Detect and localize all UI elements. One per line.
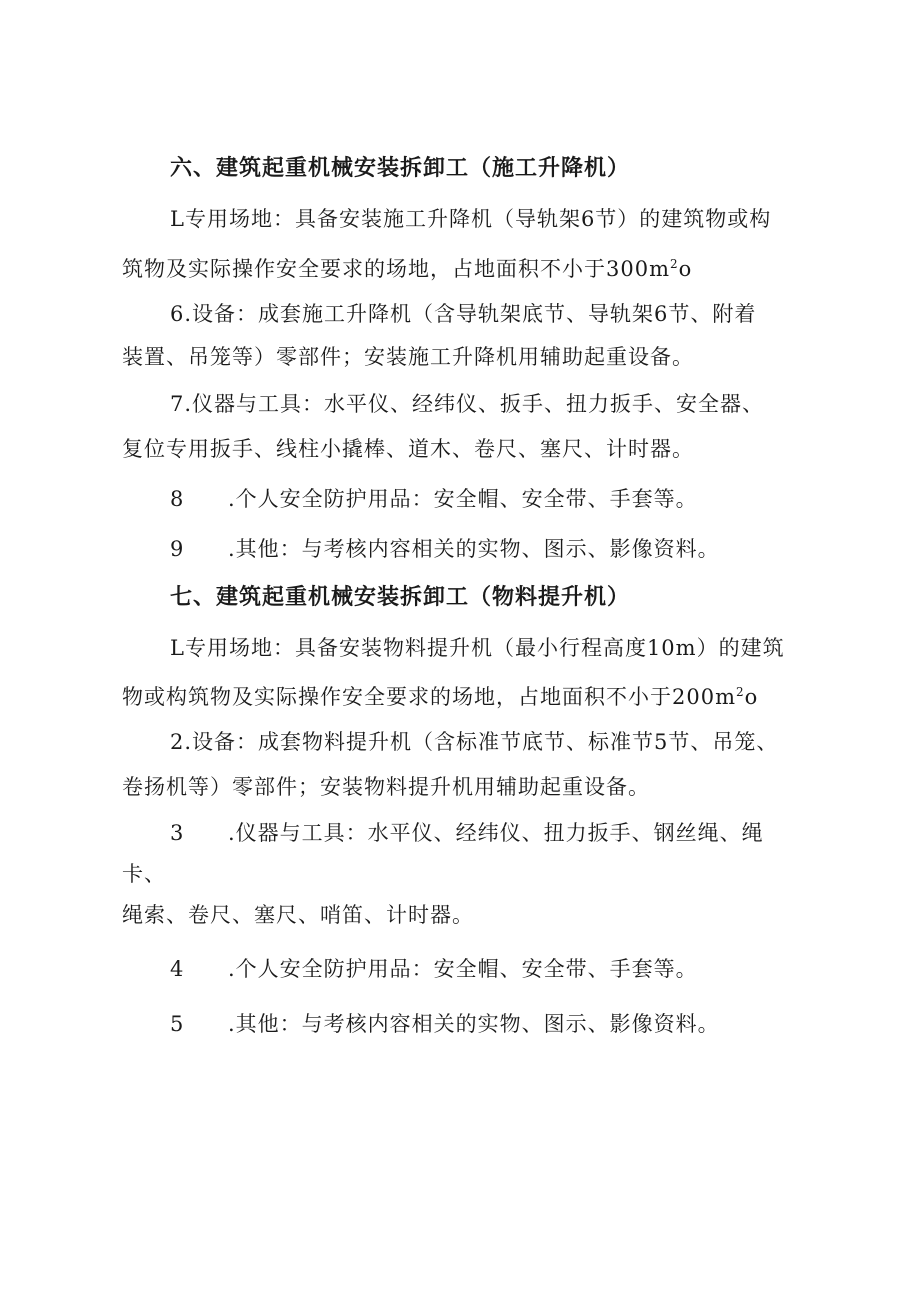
- area-unit-superscript: 2: [670, 257, 679, 271]
- section-7-item-4-text: .个人安全防护用品：安全帽、安全带、手套等。: [228, 957, 698, 981]
- section-7-item-3-line-2: 卡、: [122, 862, 166, 886]
- section-7-item-3-text: .仪器与工具：水平仪、经纬仪、扭力扳手、钢丝绳、绳: [228, 821, 764, 845]
- section-6-item-5-number: 9: [170, 537, 185, 561]
- section-7-item-4-number: 4: [170, 957, 185, 981]
- section-7-item-2-line-2: 卷扬机等）零部件；安装物料提升机用辅助起重设备。: [122, 775, 650, 799]
- section-6-item-5: [170, 535, 720, 563]
- section-7-item-2-line-1: 2.设备：成套物料提升机（含标准节底节、标准节5节、吊笼、: [170, 730, 779, 754]
- section-6-item-1-line-2-text: 筑物及实际操作安全要求的场地，占地面积不小于300m: [122, 257, 670, 281]
- section-6-item-3-line-2: 复位专用扳手、线柱小撬棒、道木、卷尺、塞尺、计时器。: [122, 437, 694, 461]
- section-7-heading: 七、建筑起重机械安装拆卸工（物料提升机）: [170, 585, 631, 610]
- section-6-item-5-text: .其他：与考核内容相关的实物、图示、影像资料。: [228, 537, 720, 561]
- section-7-item-4: [170, 955, 698, 983]
- section-6-item-2-line-1: 6.设备：成套施工升降机（含导轨架底节、导轨架6节、附着: [170, 302, 757, 326]
- section-6-heading: 六、建筑起重机械安装拆卸工（施工升降机）: [170, 156, 631, 181]
- section-7-item-3-line-3: 绳索、卷尺、塞尺、哨笛、计时器。: [122, 903, 474, 927]
- area-unit-superscript: 2: [736, 685, 745, 699]
- section-6-item-4-number: 8: [170, 487, 185, 511]
- section-6-item-4-text: .个人安全防护用品：安全帽、安全带、手套等。: [228, 487, 698, 511]
- section-7-item-5-number: 5: [170, 1012, 185, 1036]
- section-7-item-3-number: 3: [170, 821, 185, 845]
- section-7-item-1-line-2: [122, 678, 758, 711]
- section-7-item-3-line-1: [170, 819, 764, 847]
- section-6-item-2-line-2: 装置、吊笼等）零部件；安装施工升降机用辅助起重设备。: [122, 345, 694, 369]
- section-6-item-1-line-2-end: o: [678, 257, 693, 281]
- section-6-item-1-line-1: L专用场地：具备安装施工升降机（导轨架6节）的建筑物或构: [170, 207, 772, 231]
- section-7-item-1-line-1: L专用场地：具备安装物料提升机（最小行程高度10m）的建筑: [170, 636, 785, 660]
- section-7-item-5-text: .其他：与考核内容相关的实物、图示、影像资料。: [228, 1012, 720, 1036]
- section-7-item-1-line-2-text: 物或构筑物及实际操作安全要求的场地，占地面积不小于200m: [122, 685, 736, 709]
- section-7-item-5: [170, 1010, 720, 1038]
- section-6-item-3-line-1: 7.仪器与工具：水平仪、经纬仪、扳手、扭力扳手、安全器、: [170, 392, 765, 416]
- section-6-item-1-line-2: [122, 250, 692, 283]
- section-7-item-1-line-2-end: o: [744, 685, 759, 709]
- section-6-item-4: [170, 485, 698, 513]
